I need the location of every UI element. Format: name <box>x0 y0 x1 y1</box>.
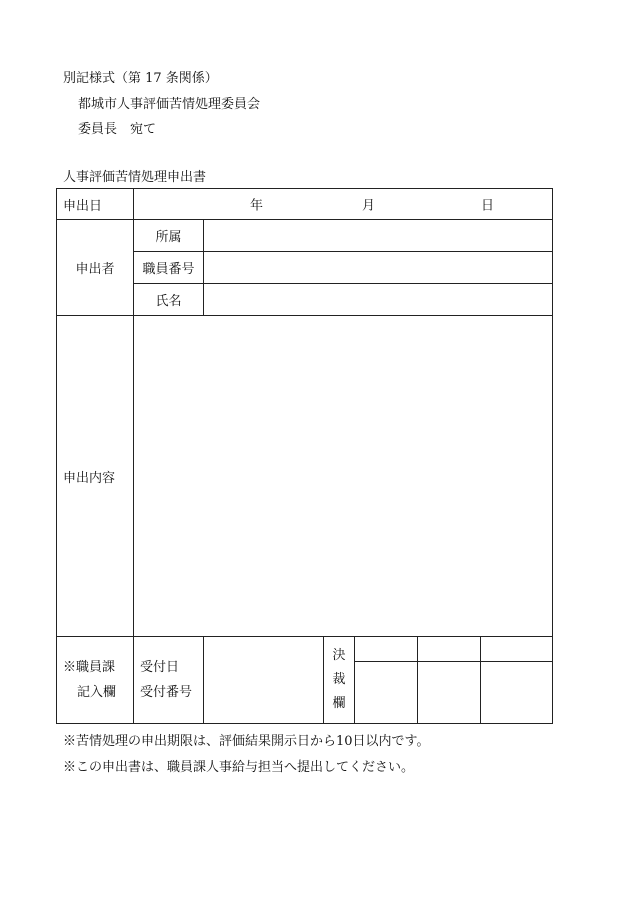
form-title: 人事評価苦情処理申出書 <box>63 170 207 185</box>
form-label: 別記様式（第 17 条関係） <box>63 71 218 86</box>
receipt-labels <box>134 637 204 724</box>
receipt-info-field[interactable] <box>204 637 324 724</box>
date-month-label: 月 <box>362 198 376 214</box>
approval-header-cell <box>418 637 481 662</box>
content-field[interactable] <box>134 316 553 637</box>
employee-number-label: 職員番号 <box>134 252 204 284</box>
approval-stamp-cell[interactable] <box>481 662 553 724</box>
addressee-org: 都城市人事評価苦情処理委員会 <box>78 97 261 112</box>
note-deadline: ※苦情処理の申出期限は、評価結果開示日から10日以内です。 <box>63 734 430 749</box>
affiliation-field[interactable] <box>204 220 553 252</box>
approval-stamp-cell[interactable] <box>355 662 418 724</box>
receipt-number-label: 受付番号 <box>140 685 193 700</box>
approval-header-cell <box>355 637 418 662</box>
content-label: 申出内容 <box>57 316 134 637</box>
approval-char-1: 決 <box>332 648 346 663</box>
application-form-table <box>56 188 553 724</box>
addressee-title: 委員長 宛て <box>78 122 157 137</box>
filing-date-label: 申出日 <box>57 189 134 220</box>
office-use-label-line2: 記入欄 <box>77 685 117 700</box>
name-field[interactable] <box>204 284 553 316</box>
employee-number-field[interactable] <box>204 252 553 284</box>
filing-date-field[interactable] <box>134 189 553 220</box>
approval-header-cell <box>481 637 553 662</box>
approval-char-2: 裁 <box>332 672 346 687</box>
note-submission: ※この申出書は、職員課人事給与担当へ提出してください。 <box>63 760 415 775</box>
date-day-label: 日 <box>481 198 495 214</box>
office-use-label-line1: ※職員課 <box>63 660 116 675</box>
office-use-label <box>57 637 134 724</box>
approval-label <box>324 637 355 724</box>
approval-stamp-cell[interactable] <box>418 662 481 724</box>
received-date-label: 受付日 <box>140 660 180 675</box>
date-year-label: 年 <box>250 198 264 214</box>
approval-char-3: 欄 <box>332 696 346 711</box>
name-label: 氏名 <box>134 284 204 316</box>
applicant-label: 申出者 <box>57 220 134 316</box>
affiliation-label: 所属 <box>134 220 204 252</box>
